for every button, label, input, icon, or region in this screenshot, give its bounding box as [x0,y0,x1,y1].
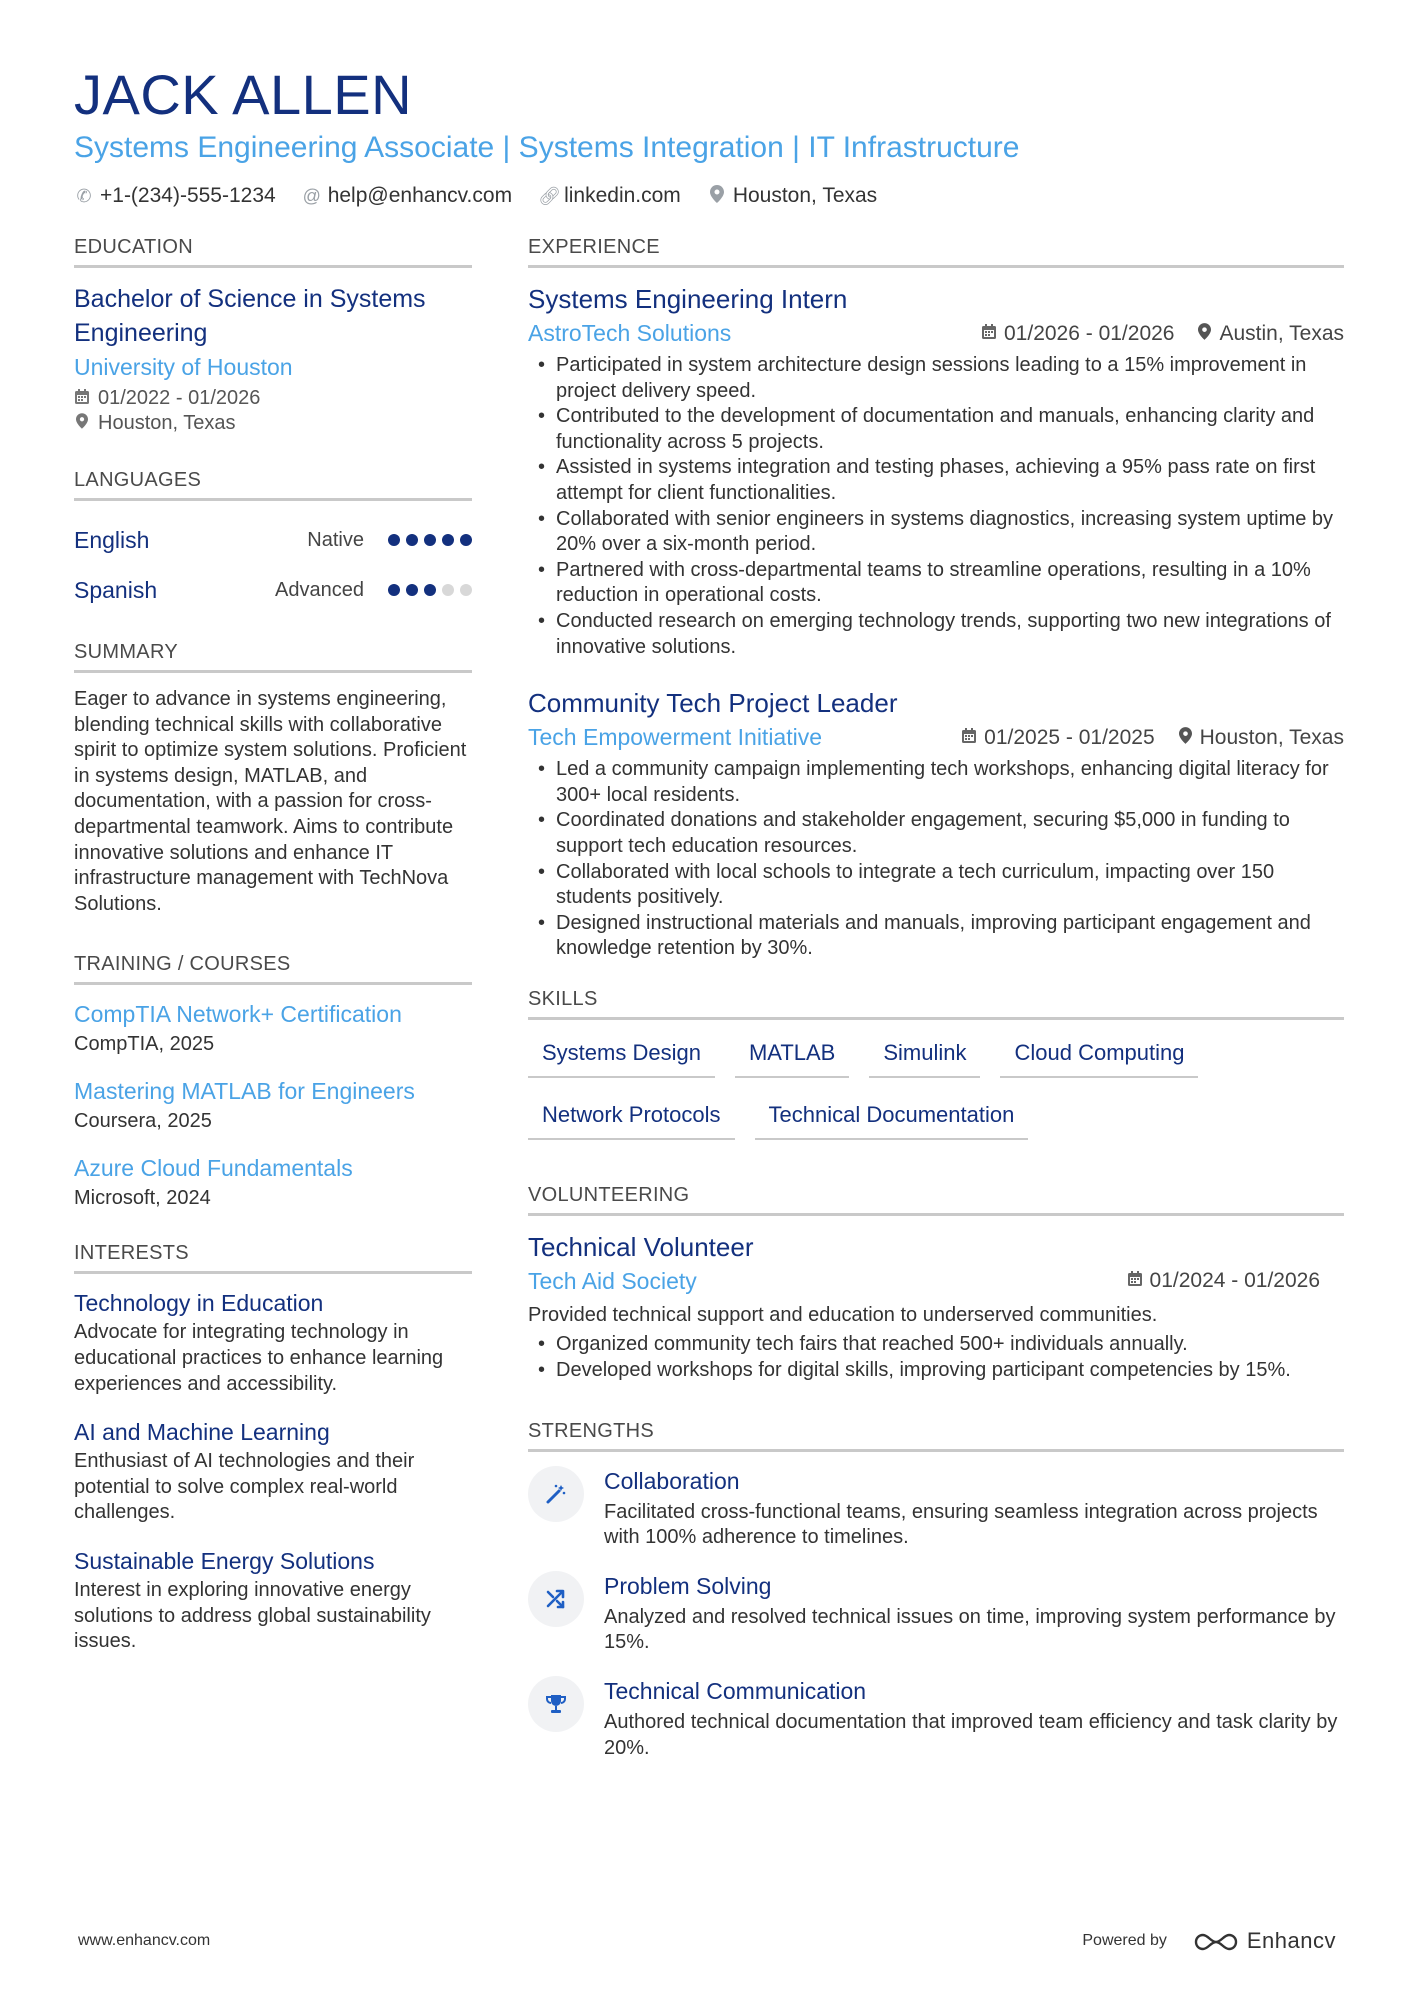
interest-title: Technology in Education [74,1290,324,1317]
location-text: Houston, Texas [98,412,236,434]
bullet-item: • Partnered with cross-departmental teams to streamline operations, resulting in a 10% reduction in operational costs. [528,558,1344,609]
experience-section [528,236,1344,962]
bullet-item: • Collaborated with local schools to integrate a tech curriculum, impacting over 150 students positively. [528,860,1344,911]
bullet-item: • Conducted research on emerging technology trends, supporting two new integrations of innovative solutions. [528,609,1344,660]
course-title: CompTIA Network+ Certification [74,1001,402,1028]
education-dates [74,387,472,410]
dates-text: 01/2026 - 01/2026 [1004,321,1175,345]
course-provider: CompTIA, 2025 [74,1033,215,1056]
language-row [74,565,472,615]
location-text: Houston, Texas [732,184,878,207]
volunteer-role: Technical Volunteer [528,1231,754,1262]
job-dates [962,726,1154,750]
bullet-item: • Led a community campaign implementing tech workshops, enhancing digital literacy for 300+ local residents. [528,757,1344,808]
volunteer-dates [1128,1269,1320,1293]
degree-title: Bachelor of Science in Systems Engineering [74,285,426,347]
education-section [74,236,472,435]
job-entry [528,282,1344,660]
summary-section [74,641,472,917]
strength-title: Collaboration [604,1467,740,1494]
interest-title: AI and Machine Learning [74,1419,330,1446]
course-item [74,1153,472,1210]
section-title: INTERESTS [74,1242,472,1274]
bullet-item: • Contributed to the development of documentation and manuals, enhancing clarity and functionality across 5 projects. [528,404,1344,455]
dates-text: 01/2022 - 01/2026 [98,387,261,409]
dates-text: 01/2025 - 01/2025 [984,725,1155,749]
strength-title: Problem Solving [604,1572,772,1599]
rating-dot-empty [442,584,454,596]
language-row [74,515,472,565]
rating-dot-empty [460,584,472,596]
summary-text: Eager to advance in systems engineering, blending technical skills with collaborative spirit to optimize system solutions. Proficient in systems design, MATLAB, and documentation, with a passion for cross-departmental teamwork. Aims to contribute innovative solutions and enhance IT infrastructure management with TechNova Solutions. [74,688,467,915]
phone-text: +1-(234)-555-1234 [100,184,276,207]
training-section [74,953,472,1210]
skills-list [528,1034,1344,1158]
footer-brand [1082,1928,1336,1954]
interest-item [74,1417,472,1526]
course-provider: Microsoft, 2024 [74,1187,211,1210]
course-title: Mastering MATLAB for Engineers [74,1078,415,1105]
contact-bar [74,184,1344,208]
strength-item [528,1676,1344,1761]
section-title: STRENGTHS [528,1420,1344,1452]
calendar-icon [1128,1271,1142,1291]
interest-title: Sustainable Energy Solutions [74,1547,375,1574]
bullet-item: • Developed workshops for digital skills, improving participant competencies by 15%. [528,1358,1344,1384]
calendar-icon [982,324,996,344]
job-title: Systems Engineering Intern [528,284,848,314]
skill-tag: Systems Design [528,1034,715,1078]
strength-description: Analyzed and resolved technical issues on time, improving system performance by 15%. [604,1605,1336,1654]
link-icon: 🔗︎ [538,185,561,206]
language-level: Advanced [275,578,364,601]
calendar-icon [962,728,976,748]
footer-url[interactable]: www.enhancv.com [78,1932,211,1949]
languages-section [74,469,472,615]
strength-description: Authored technical documentation that improved team efficiency and task clarity by 20%. [604,1711,1338,1759]
candidate-headline: Systems Engineering Associate | Systems Integration | IT Infrastructure [74,131,1020,164]
contact-linkedin[interactable] [538,184,681,208]
location-pin-icon [1179,727,1192,749]
section-title: LANGUAGES [74,469,472,501]
rating-dot-filled [406,584,418,596]
course-item [74,999,472,1056]
dates-text: 01/2024 - 01/2026 [1149,1269,1320,1293]
skill-tag: Cloud Computing [1000,1034,1198,1078]
volunteer-description: Provided technical support and education to underserved communities. [528,1303,1158,1326]
section-title: VOLUNTEERING [528,1184,1344,1216]
language-name: English [74,526,150,553]
course-title: Azure Cloud Fundamentals [74,1155,353,1182]
trophy-icon [528,1676,584,1732]
strengths-section [528,1420,1344,1762]
contact-phone [74,184,276,208]
interests-section [74,1242,472,1654]
powered-by-text: Powered by [1082,1932,1167,1949]
rating-dot-filled [424,534,436,546]
strength-title: Technical Communication [604,1678,867,1705]
location-pin-icon [707,185,727,208]
language-level: Native [307,528,364,551]
right-column [528,236,1344,1797]
contact-email[interactable] [302,184,512,208]
rating-dot-filled [388,584,400,596]
location-text: Austin, Texas [1219,321,1344,345]
section-title: SUMMARY [74,641,472,673]
location-pin-icon [74,413,90,434]
phone-icon: ✆ [76,185,92,206]
location-text: Houston, Texas [1199,725,1344,749]
rating-dot-filled [424,584,436,596]
linkedin-text[interactable]: linkedin.com [564,184,681,207]
volunteering-section [528,1184,1344,1384]
job-meta-line [528,320,1344,347]
interest-item [74,1546,472,1655]
contact-location [707,184,877,208]
job-location [1179,726,1344,750]
skill-tag: Simulink [869,1034,980,1078]
bullet-item: • Coordinated donations and stakeholder engagement, securing $5,000 in funding to support tech education resources. [528,808,1344,859]
strength-item [528,1571,1344,1656]
at-icon: @ [302,185,321,206]
interest-item [74,1288,472,1397]
volunteer-bullets [528,1332,1344,1383]
location-pin-icon [1198,323,1211,345]
enhancv-logo[interactable] [1193,1928,1336,1954]
section-title: EXPERIENCE [528,236,1344,268]
school-name: University of Houston [74,354,293,380]
strength-item [528,1466,1344,1551]
course-item [74,1076,472,1133]
job-title: Community Tech Project Leader [528,688,898,719]
strength-description: Facilitated cross-functional teams, ensuring seamless integration across projects with 100% adherence to timelines. [604,1500,1318,1549]
section-title: SKILLS [528,988,1344,1020]
language-name: Spanish [74,576,158,603]
candidate-name: JACK ALLEN [74,63,413,126]
rating-dot-filled [406,534,418,546]
interest-description: Advocate for integrating technology in educational practices to enhance learning experiences and accessibility. [74,1321,444,1395]
interest-description: Interest in exploring innovative energy solutions to address global sustainability issues. [74,1578,431,1653]
rating-dot-filled [388,534,400,546]
language-rating [382,534,472,546]
skill-tag: Network Protocols [528,1096,735,1140]
resume-header [74,62,1344,208]
education-location [74,412,472,435]
section-title: EDUCATION [74,236,472,268]
bullet-item: • Assisted in systems integration and testing phases, achieving a 95% pass rate on first attempt for client functionalities. [528,455,1344,506]
shuffle-arrows-icon [528,1571,584,1627]
skill-tag: Technical Documentation [755,1096,1029,1140]
bullet-item: • Designed instructional materials and manuals, improving participant engagement and knowledge retention by 30%. [528,911,1344,962]
company-name: AstroTech Solutions [528,320,732,346]
magic-wand-icon [528,1466,584,1522]
calendar-icon [74,389,90,409]
section-title: TRAINING / COURSES [74,953,472,985]
left-column [74,236,472,1691]
skill-tag: MATLAB [735,1034,849,1078]
bullet-item: • Organized community tech fairs that reached 500+ individuals annually. [528,1332,1344,1358]
interest-description: Enthusiast of AI technologies and their potential to solve complex real-world challenges. [74,1450,415,1524]
job-entry [528,686,1344,962]
bullet-item: • Collaborated with senior engineers in systems diagnostics, increasing system uptime by 20% over a six-month period. [528,507,1344,558]
course-provider: Coursera, 2025 [74,1110,212,1133]
job-dates [982,322,1174,346]
organization-name: Tech Aid Society [528,1267,697,1294]
job-bullets [528,757,1344,962]
page-footer [78,1928,1336,1954]
email-text[interactable]: help@enhancv.com [327,184,513,207]
language-rating [382,584,472,596]
skills-section [528,988,1344,1158]
bullet-item: • Participated in system architecture design sessions leading to a 15% improvement in project delivery speed. [528,353,1344,404]
brand-name: Enhancv [1246,1928,1336,1953]
rating-dot-filled [460,534,472,546]
job-bullets [528,353,1344,660]
volunteer-meta-line [528,1268,1344,1295]
rating-dot-filled [442,534,454,546]
job-location [1198,322,1344,346]
company-name: Tech Empowerment Initiative [528,724,823,751]
job-meta-line [528,724,1344,751]
